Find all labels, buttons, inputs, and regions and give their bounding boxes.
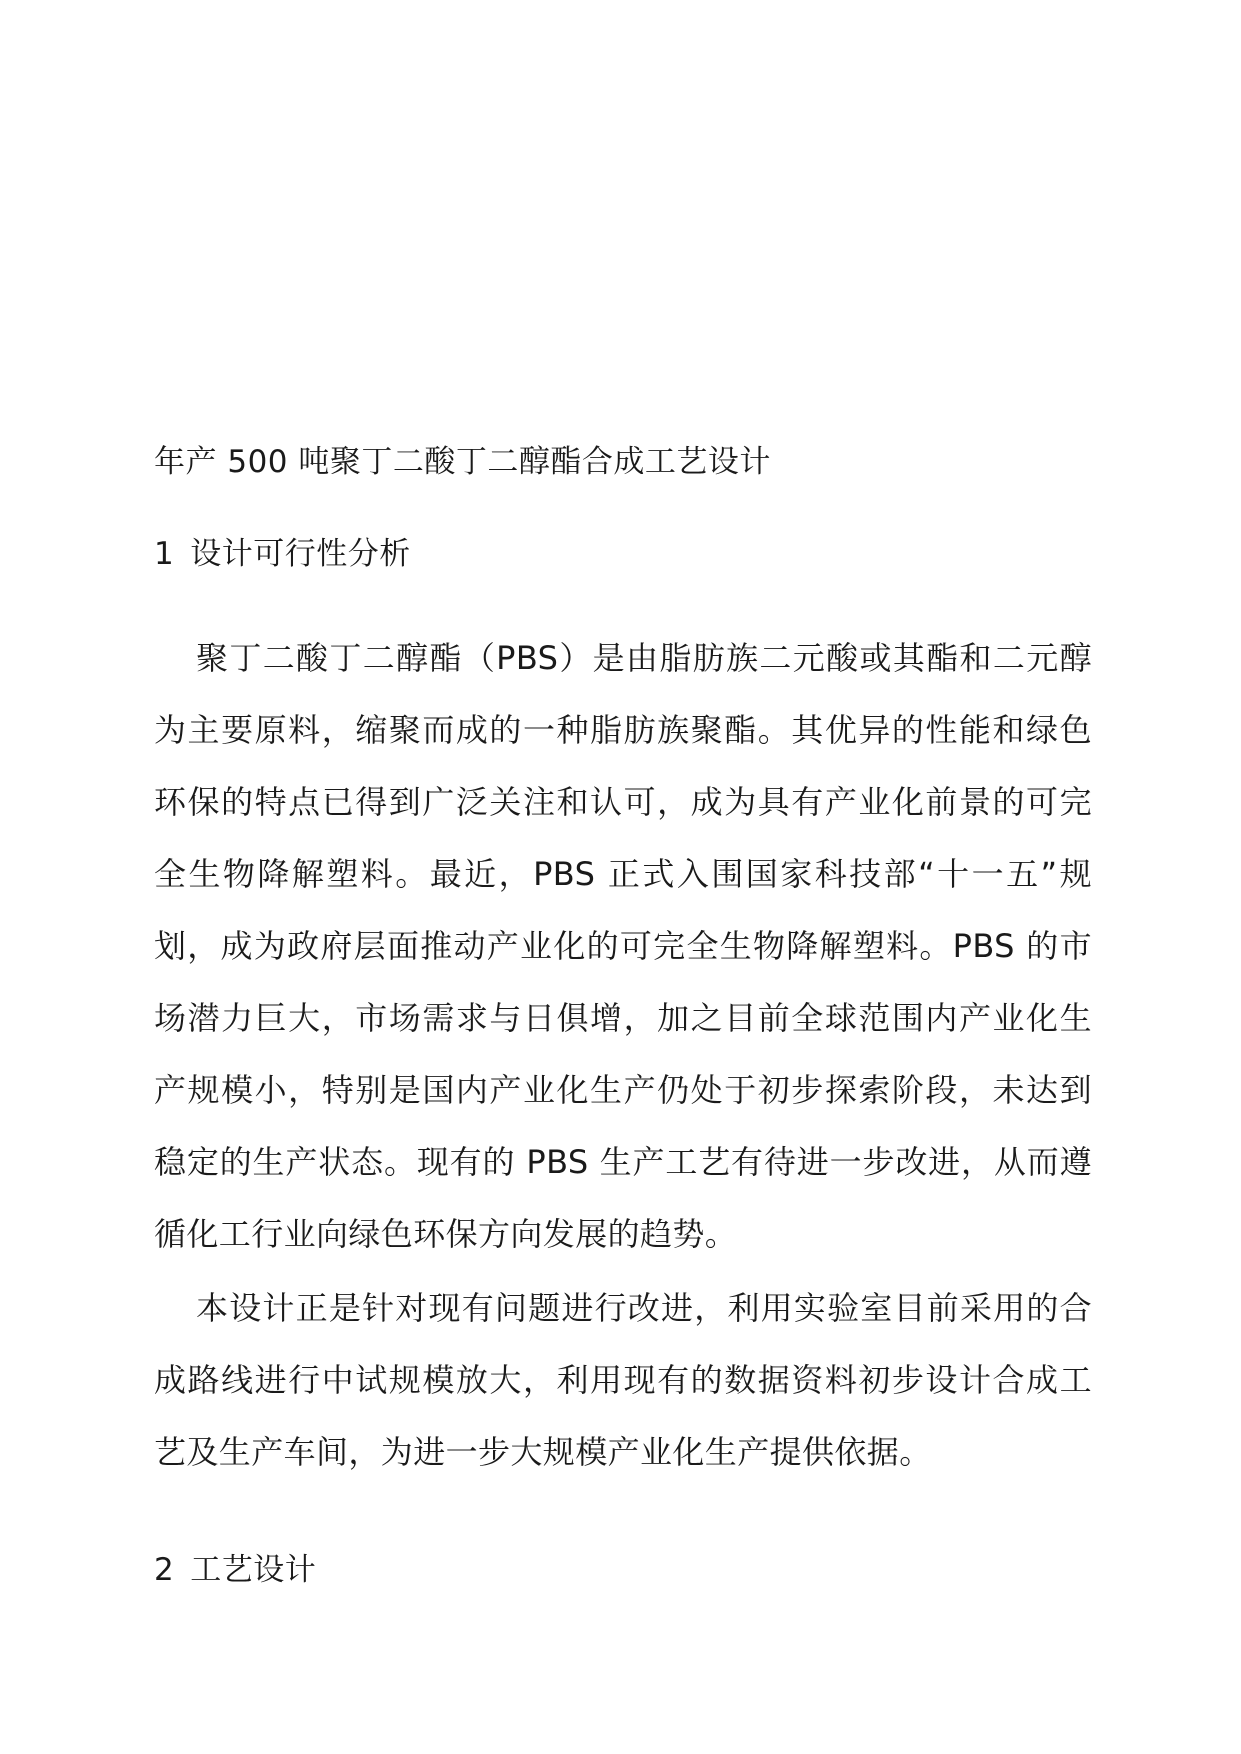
section-title: 工艺设计 [190, 1552, 317, 1588]
paragraph: 聚丁二酸丁二醇酯（PBS）是由脂肪族二元酸或其酯和二元醇为主要原料，缩聚而成的一种脂肪族聚酯。其优异的性能和绿色环保的特点已得到广泛关注和认可，成为具有产业化前景的可完全生物降解塑料。最近，PBS 正式入围国家科技部“十一五”规划，成为政府层面推动产业化的可完全生物降解塑料。PBS 的市场潜力巨大，市场需求与日俱增，加之目前全球范围内产业化生产规模小，特别是国内产业化生产仍处于初步探索阶段，未达到稳定的生产状态。现有的 PBS 生产工艺有待进一步改进，从而遵循化工行业向绿色环保方向发展的趋势。 [154, 639, 1092, 1253]
section-title: 设计可行性分析 [190, 536, 411, 572]
document-content [154, 432, 1092, 1600]
document-title: 年产 500 吨聚丁二酸丁二醇酯合成工艺设计 [154, 444, 771, 480]
section-heading-2 [154, 1540, 1092, 1600]
section-number: 1 [154, 536, 175, 572]
section-heading-1 [154, 524, 1092, 584]
section-number: 2 [154, 1552, 175, 1588]
paragraph: 本设计正是针对现有问题进行改进，利用实验室目前采用的合成路线进行中试规模放大，利用现有的数据资料初步设计合成工艺及生产车间，为进一步大规模产业化生产提供依据。 [154, 1289, 1092, 1471]
